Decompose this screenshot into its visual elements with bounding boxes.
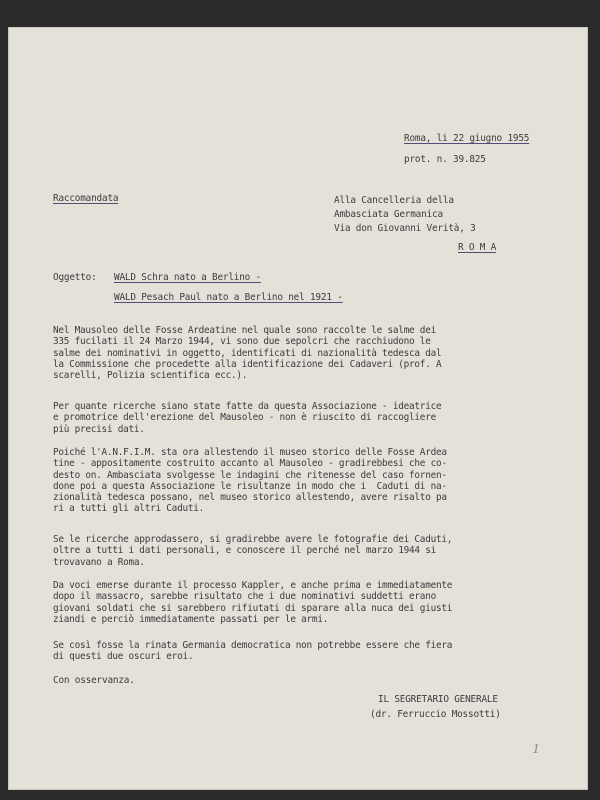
text-line: ri a tutti gli altri Caduti. xyxy=(53,503,205,515)
letter-sheet xyxy=(8,27,588,790)
address-city: R O M A xyxy=(458,242,497,253)
text-line: e promotrice dell'erezione del Mausoleo - non è riuscito di raccogliere xyxy=(53,412,436,424)
text-line: done poi a questa Associazione le risultanze in modo che i Caduti di na- xyxy=(53,480,447,492)
text-line: Poiché l'A.N.F.I.M. sta ora allestendo il museo storico delle Fosse Ardea xyxy=(53,447,447,458)
address-line-1: Alla Cancelleria della xyxy=(334,195,454,206)
text-line: tine - appositamente costruito accanto al Mausoleo - gradirebbesi che co- xyxy=(53,458,447,470)
page-number-mark: 1 xyxy=(532,742,540,756)
closing: Con osservanza. xyxy=(53,675,135,686)
text-line: di questi due oscuri eroi. xyxy=(53,651,194,663)
text-line: Per quante ricerche siano state fatte da questa Associazione - ideatrice xyxy=(53,401,442,412)
text-line: desto on. Ambasciata svolgesse le indagini che ritenesse del caso fornen- xyxy=(53,469,447,481)
text-line: Da voci emerse durante il processo Kappler, e anche prima e immediatamente xyxy=(53,580,453,591)
text-line: scarelli, Polizia scientifica ecc.). xyxy=(53,370,248,382)
paragraph-3 xyxy=(53,447,573,515)
letter-date: Roma, li 22 giugno 1955 xyxy=(404,133,530,144)
signature-name: (dr. Ferruccio Mossotti) xyxy=(370,709,501,720)
text-line: dopo il massacro, sarebbe risultato che i due nominativi suddetti erano xyxy=(53,591,436,603)
paragraph-1 xyxy=(53,325,573,381)
text-line: giovani soldati che si sarebbero rifiutati di sparare alla nuca dei giusti xyxy=(53,602,453,614)
text-line: più precisi dati. xyxy=(53,423,145,435)
text-line: salme dei nominativi in oggetto, identificati di nazionalità tedesca dal xyxy=(53,347,442,359)
paragraph-5 xyxy=(53,580,573,625)
text-line: la Commissione che procedette alla identificazione dei Cadaveri (prof. A xyxy=(53,358,442,370)
address-line-3: Via don Giovanni Verità, 3 xyxy=(334,223,476,234)
raccomandata-label: Raccomandata xyxy=(53,193,119,204)
text-line: Se così fosse la rinata Germania democratica non potrebbe essere che fiera xyxy=(53,640,453,651)
protocol-number: prot. n. 39.825 xyxy=(404,154,486,165)
paragraph-6 xyxy=(53,640,573,663)
text-line: Nel Mausoleo delle Fosse Ardeatine nel quale sono raccolte le salme dei xyxy=(53,325,436,336)
address-line-2: Ambasciata Germanica xyxy=(334,209,443,220)
text-line: 335 fucilati il 24 Marzo 1944, vi sono due sepolcri che racchiudono le xyxy=(53,336,431,348)
paragraph-2 xyxy=(53,401,573,435)
subject-label: Oggetto: xyxy=(53,272,97,283)
text-line: ziandi e perciò immediatamente passati per le armi. xyxy=(53,613,329,625)
paragraph-4 xyxy=(53,534,573,568)
signature-title: IL SEGRETARIO GENERALE xyxy=(378,694,498,705)
text-line: Se le ricerche approdassero, si gradirebbe avere le fotografie dei Caduti, xyxy=(53,534,453,545)
text-line: oltre a tutti i dati personali, e conoscere il perché nel marzo 1944 si xyxy=(53,545,436,557)
subject-line-1: WALD Schra nato a Berlino - xyxy=(114,272,261,283)
subject-line-2: WALD Pesach Paul nato a Berlino nel 1921 - xyxy=(114,292,343,303)
text-line: trovavano a Roma. xyxy=(53,556,145,568)
text-line: zionalità tedesca possano, nel museo storico allestendo, avere risalto pa xyxy=(53,492,447,504)
